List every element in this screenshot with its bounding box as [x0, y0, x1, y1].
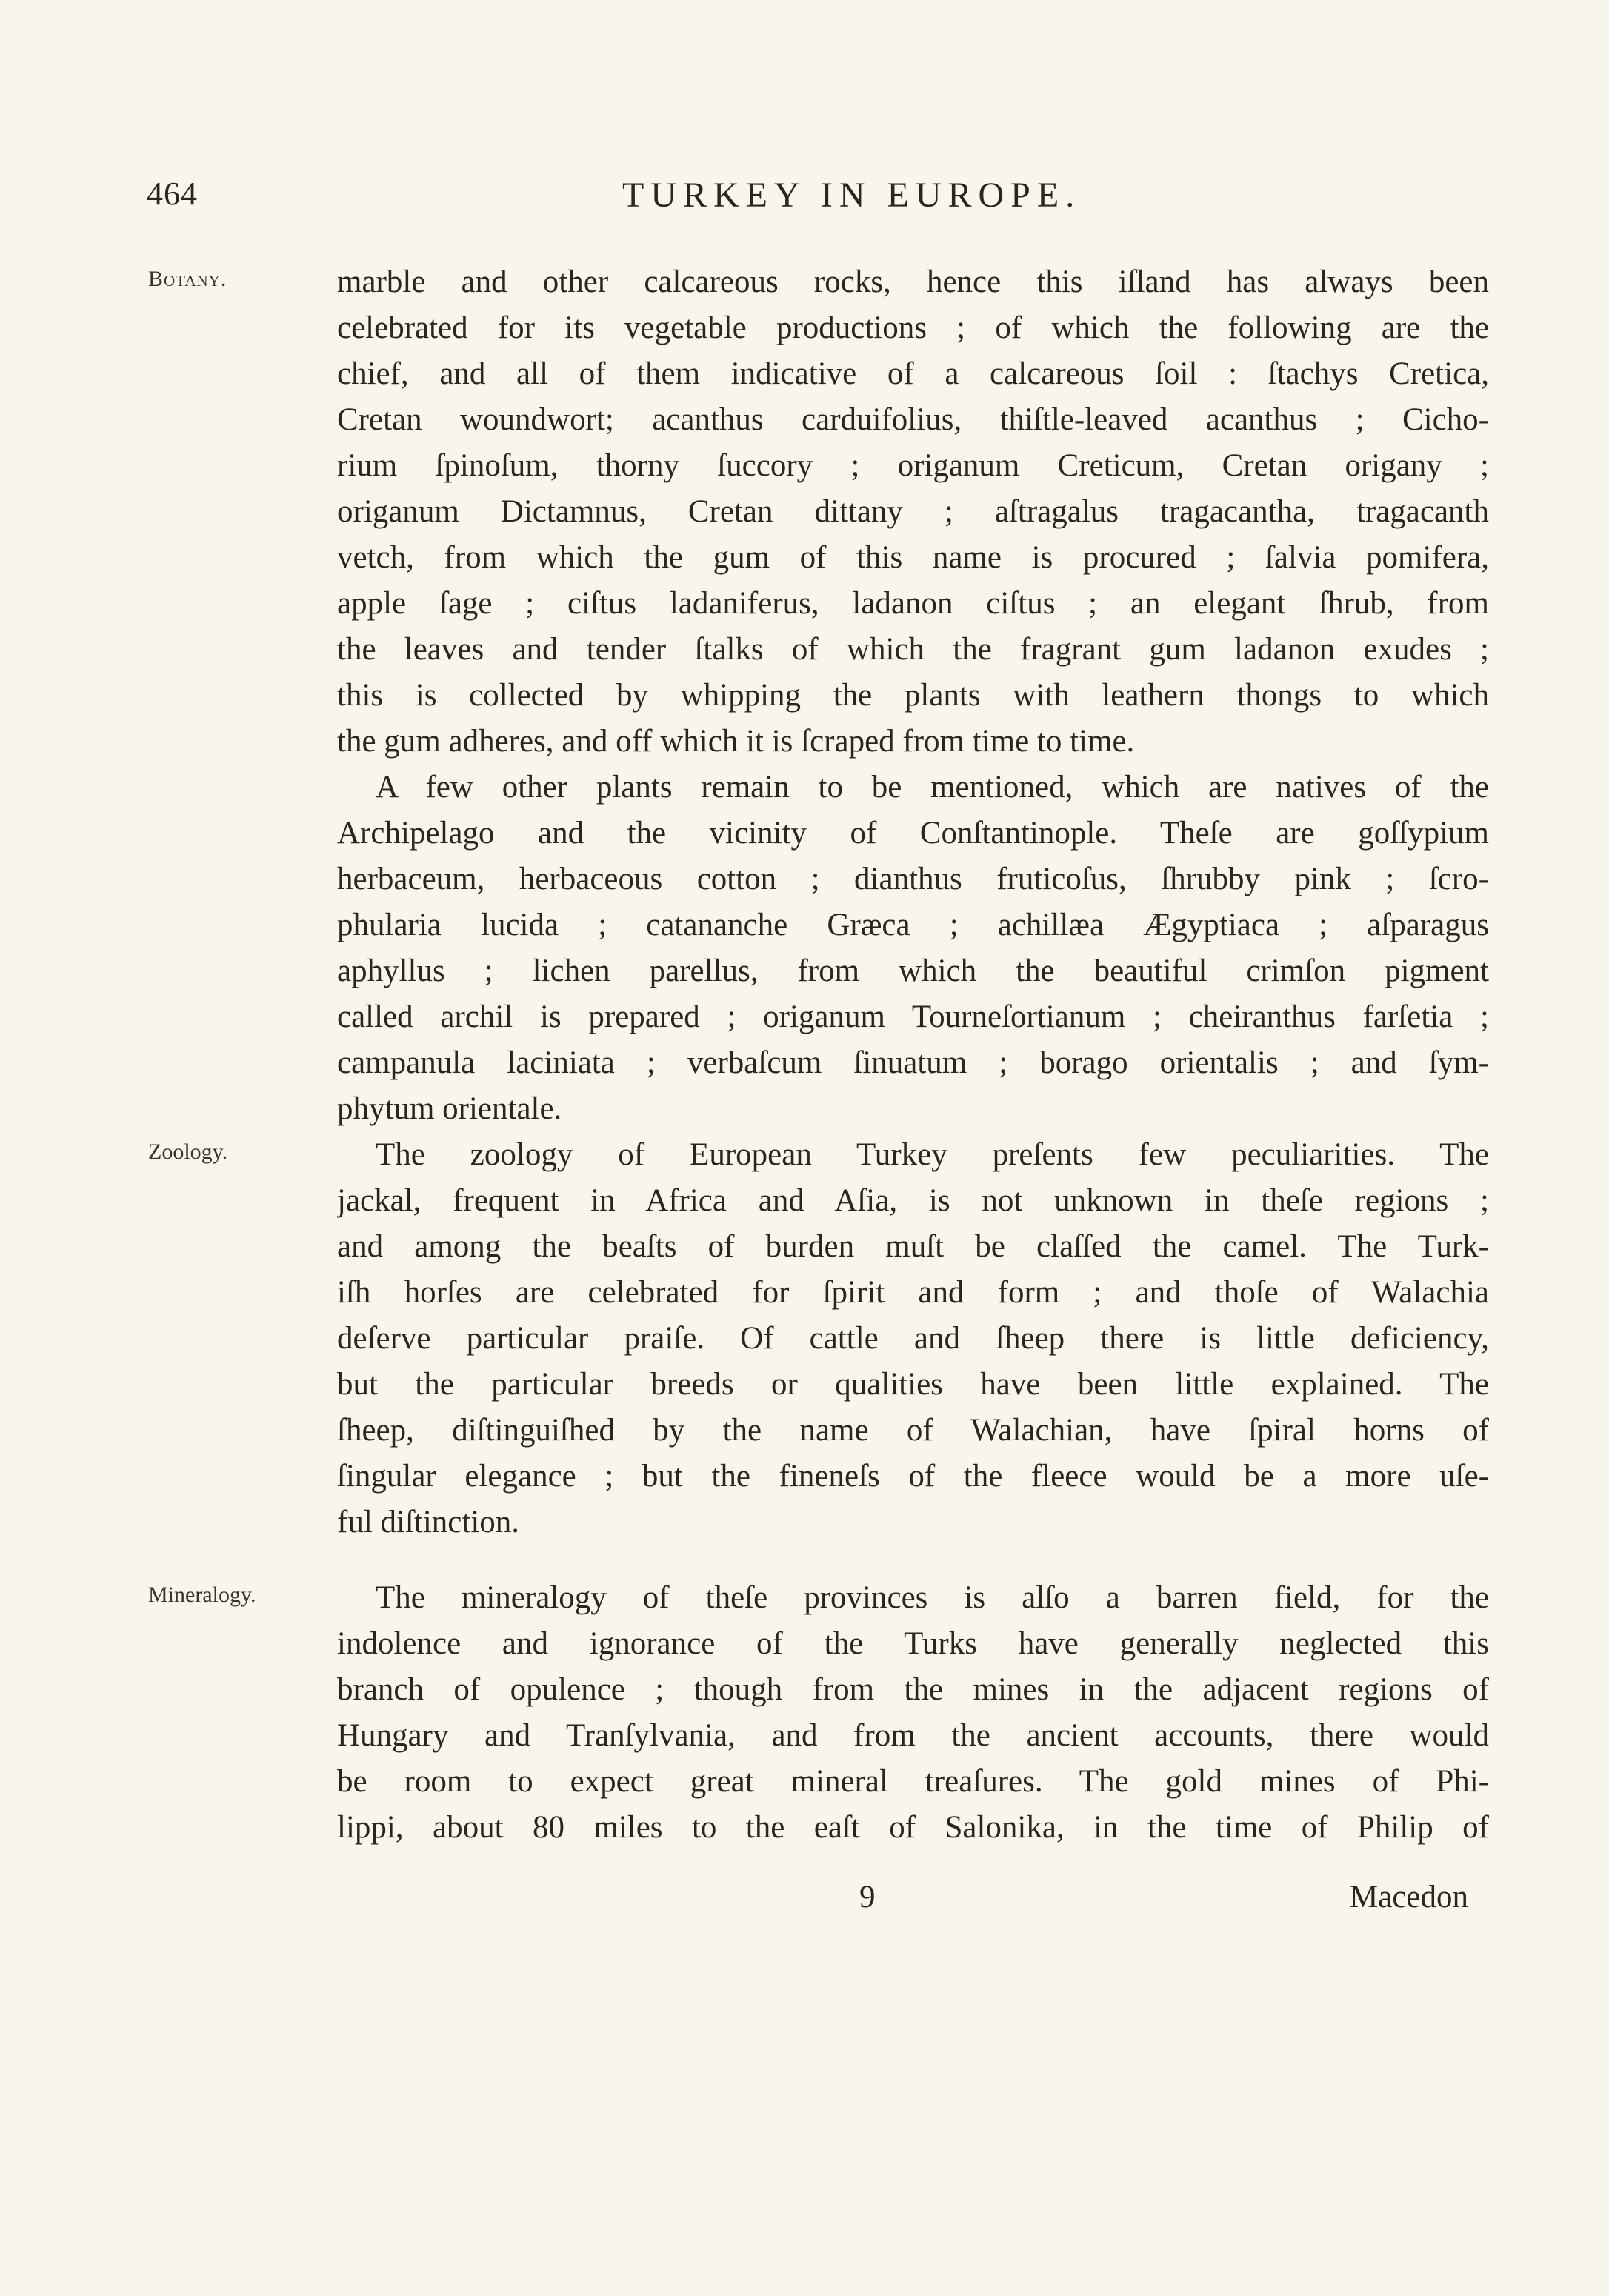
text-line: Hungary and Tranſylvania, and from the ancient accounts, there would: [337, 1718, 1489, 1753]
text-line: rium ſpinoſum, thorny ſuccory ; origanum Creticum, Cretan origany ;: [337, 448, 1489, 483]
page-number: 464: [147, 176, 198, 212]
text-line: apple ſage ; ciſtus ladaniferus, ladanon ciſtus ; an elegant ſhrub, from: [337, 586, 1489, 621]
text-line: lippi, about 80 miles to the eaſt of Salonika, in the time of Philip of: [337, 1810, 1489, 1845]
sidenote-zoology: Zoology.: [148, 1139, 228, 1164]
text-line: phytum orientale.: [337, 1091, 562, 1126]
sidenote-botany: Botany.: [148, 267, 227, 291]
text-line: ſheep, diſtinguiſhed by the name of Walachian, have ſpiral horns of: [337, 1413, 1489, 1448]
text-line: phularia lucida ; catananche Græca ; achillæa Ægyptiaca ; aſparagus: [337, 908, 1489, 942]
text-line: be room to expect great mineral treaſures. The gold mines of Phi-: [337, 1764, 1489, 1799]
text-line: branch of opulence ; though from the mines in the adjacent regions of: [337, 1672, 1489, 1707]
text-line: campanula laciniata ; verbaſcum ſinuatum ; borago orientalis ; and ſym-: [337, 1045, 1489, 1080]
text-line: this is collected by whipping the plants with leathern thongs to which: [337, 678, 1489, 713]
mineralogy-text: [337, 1575, 1489, 1851]
catchword: Macedon: [1350, 1880, 1468, 1914]
text-line: vetch, from which the gum of this name is procured ; ſalvia pomifera,: [337, 540, 1489, 575]
text-line: the leaves and tender ſtalks of which the fragrant gum ladanon exudes ;: [337, 632, 1489, 667]
running-title: TURKEY IN EUROPE.: [622, 176, 1082, 215]
text-line: and among the beaſts of burden muſt be claſſed the camel. The Turk-: [337, 1229, 1489, 1264]
text-line: The zoology of European Turkey preſents few peculiarities. The: [376, 1137, 1489, 1172]
page-header: [0, 175, 1609, 234]
botany-text: [337, 259, 1489, 1132]
text-line: celebrated for its vegetable productions ; of which the following are the: [337, 310, 1489, 345]
text-line: iſh horſes are celebrated for ſpirit and form ; and thoſe of Walachia: [337, 1275, 1489, 1310]
text-line: ful diſtinction.: [337, 1505, 520, 1540]
text-line: Archipelago and the vicinity of Conſtantinople. Theſe are goſſypium: [337, 816, 1489, 851]
signature-mark: 9: [859, 1880, 876, 1914]
text-line: ſingular elegance ; but the fineneſs of the fleece would be a more uſe-: [337, 1459, 1489, 1494]
text-line: origanum Dictamnus, Cretan dittany ; aſtragalus tragacantha, tragacanth: [337, 494, 1489, 529]
text-line: but the particular breeds or qualities have been little explained. The: [337, 1367, 1489, 1402]
text-line: The mineralogy of theſe provinces is alſo a barren field, for the: [376, 1580, 1489, 1615]
text-line: jackal, frequent in Africa and Aſia, is not unknown in theſe regions ;: [337, 1183, 1489, 1218]
text-line: herbaceum, herbaceous cotton ; dianthus fruticoſus, ſhrubby pink ; ſcro-: [337, 862, 1489, 896]
text-line: the gum adheres, and off which it is ſcraped from time to time.: [337, 724, 1135, 759]
text-line: called archil is prepared ; origanum Tourneſortianum ; cheiranthus farſetia ;: [337, 999, 1489, 1034]
text-line: indolence and ignorance of the Turks have generally neglected this: [337, 1626, 1489, 1661]
zoology-text: [337, 1132, 1489, 1545]
sidenote-mineralogy: Mineralogy.: [148, 1583, 256, 1607]
text-line: deſerve particular praiſe. Of cattle and ſheep there is little deficiency,: [337, 1321, 1489, 1356]
text-line: aphyllus ; lichen parellus, from which the beautiful crimſon pigment: [337, 954, 1489, 988]
text-line: chief, and all of them indicative of a calcareous ſoil : ſtachys Cretica,: [337, 356, 1489, 391]
text-line: Cretan woundwort; acanthus carduifolius, thiſtle-leaved acanthus ; Cicho-: [337, 402, 1489, 437]
text-line: marble and other calcareous rocks, hence this iſland has always been: [337, 264, 1489, 299]
text-line: A few other plants remain to be mentioned, which are natives of the: [376, 770, 1489, 805]
